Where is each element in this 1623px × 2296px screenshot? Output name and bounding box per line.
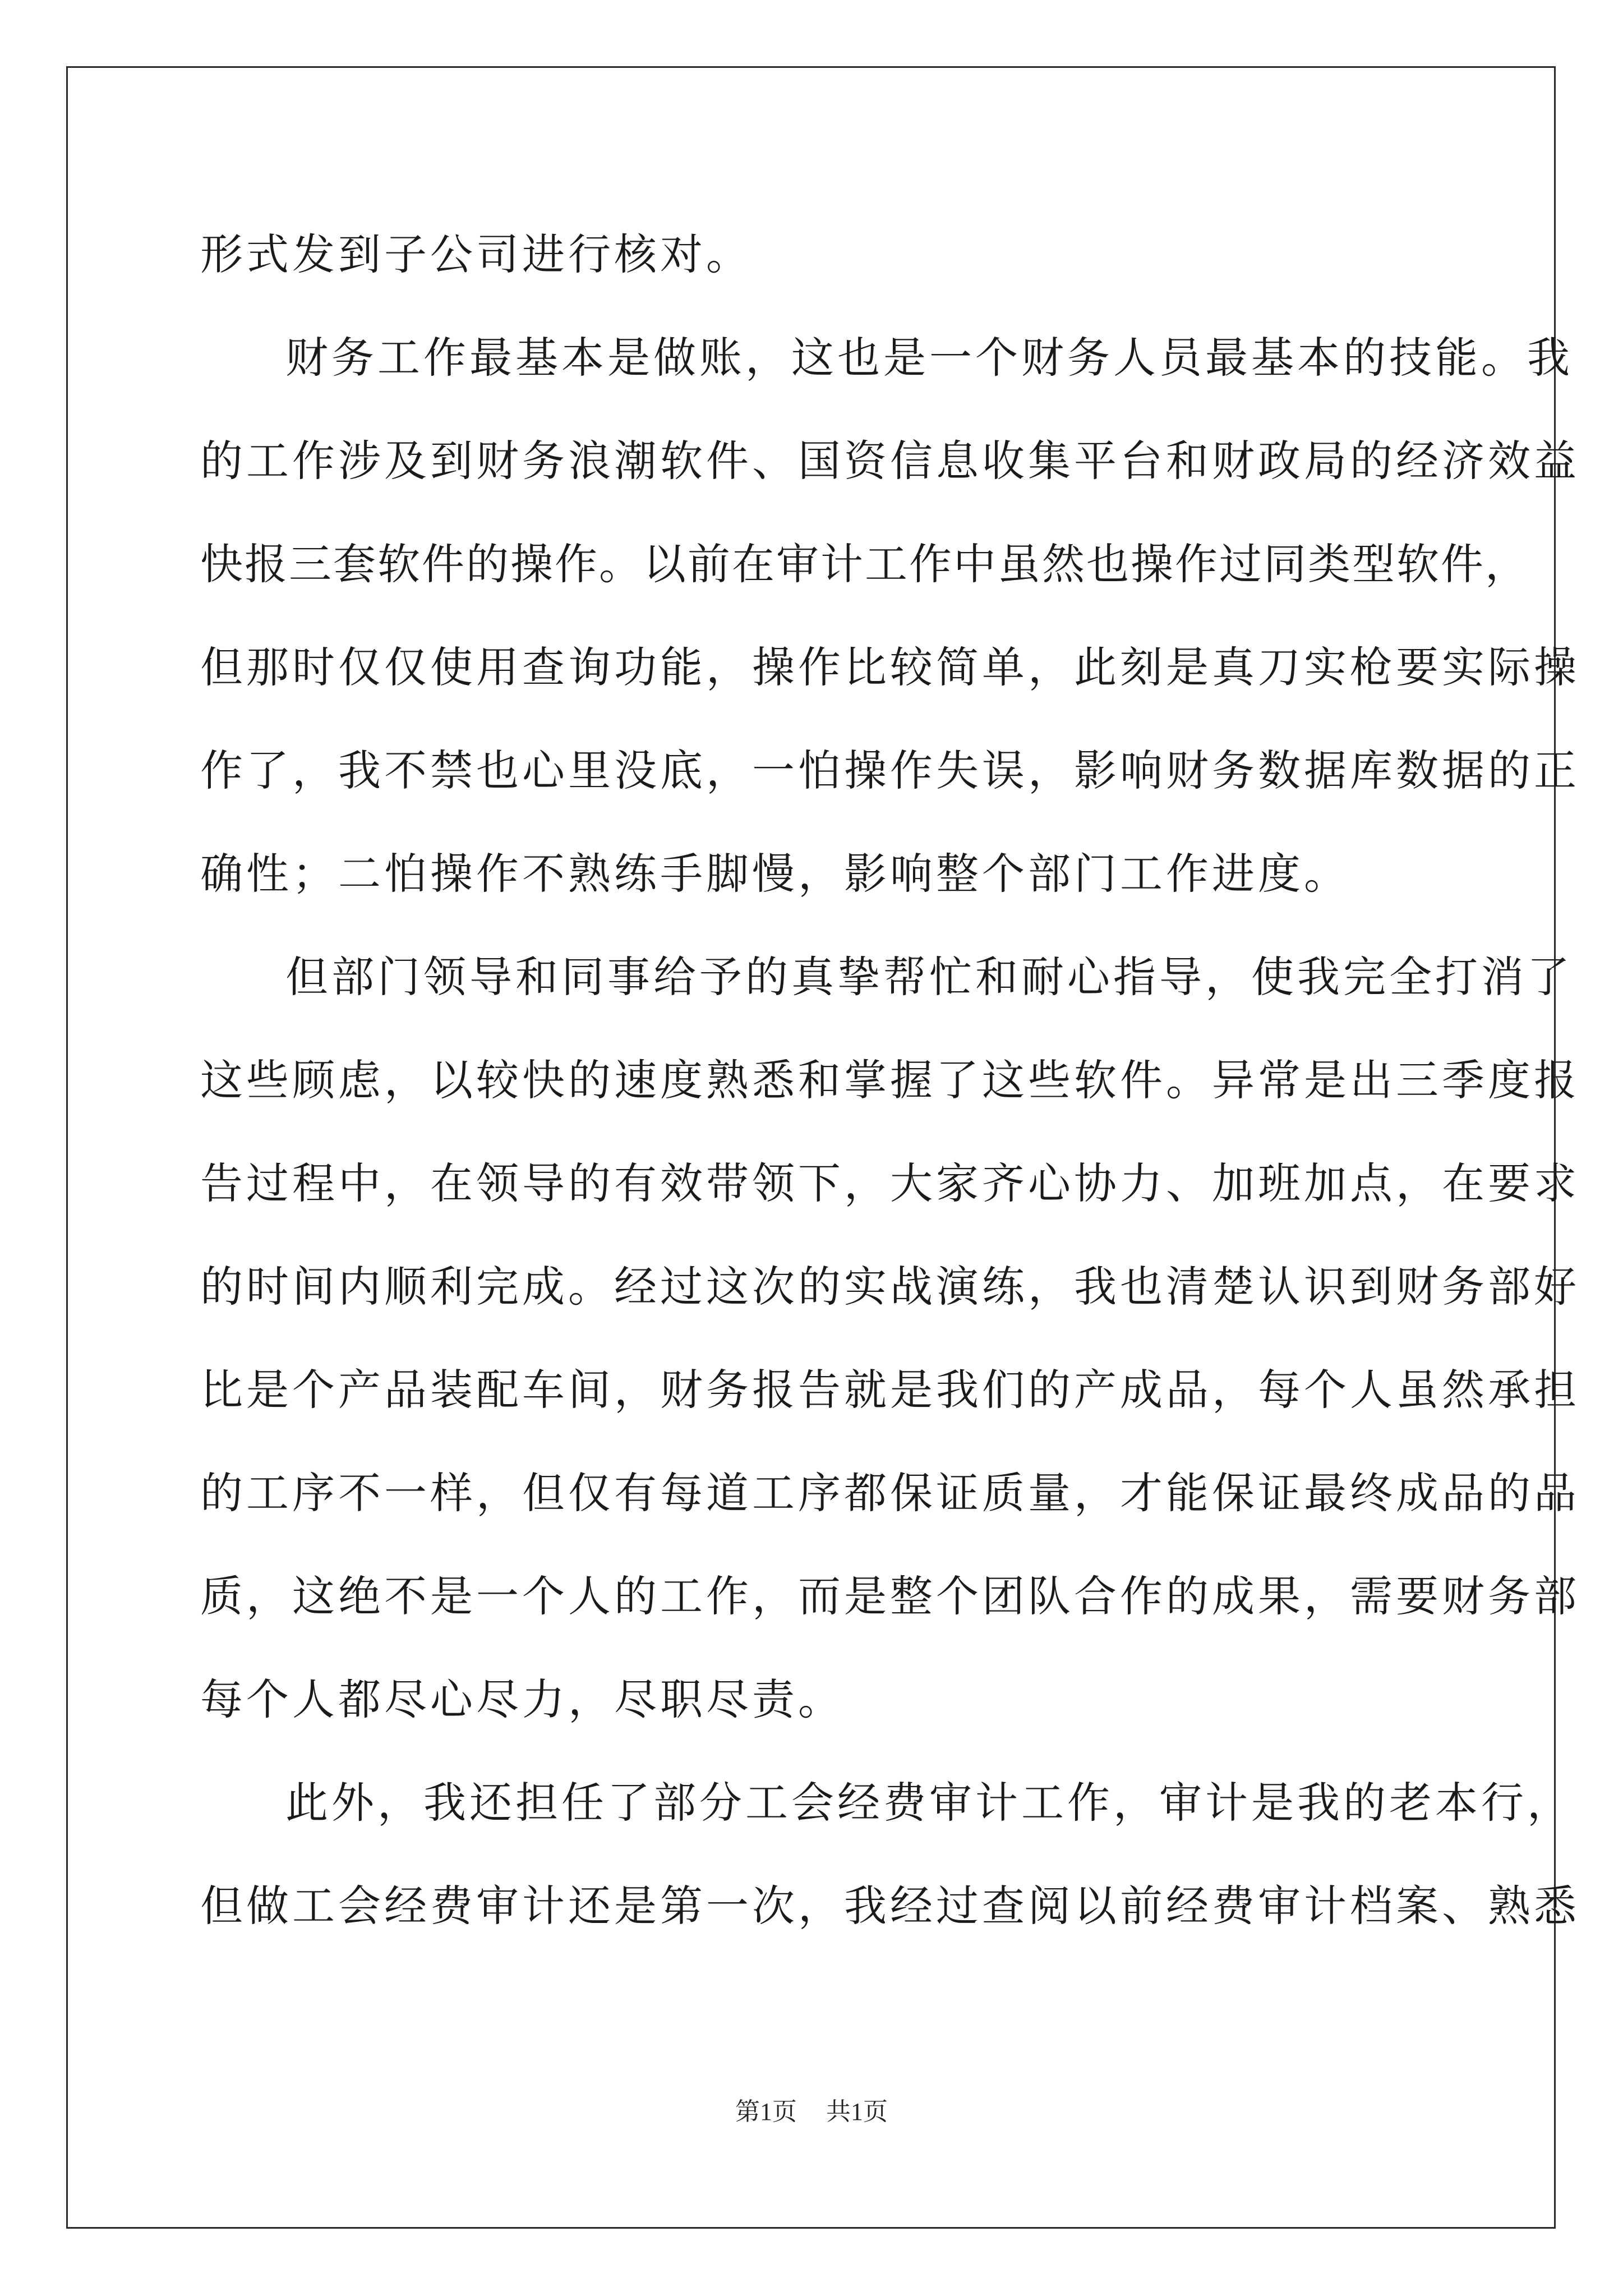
text-line: 告过程中，在领导的有效带领下，大家齐心协力、加班加点，在要求 <box>200 1158 1580 1208</box>
page-total: 共1页 <box>826 2098 888 2125</box>
paragraph-start-line: 财务工作最基本是做账，这也是一个财务人员最基本的技能。我 <box>285 333 1573 383</box>
text-line: 这些顾虑，以较快的速度熟悉和掌握了这些软件。异常是出三季度报 <box>200 1055 1580 1105</box>
text-line: 但做工会经费审计还是第一次，我经过查阅以前经费审计档案、熟悉 <box>200 1881 1580 1931</box>
text-line: 快报三套软件的操作。以前在审计工作中虽然也操作过同类型软件， <box>200 539 1529 589</box>
text-line: 比是个产品装配车间，财务报告就是我们的产成品，每个人虽然承担 <box>200 1365 1580 1415</box>
page-number: 第1页 <box>735 2098 797 2125</box>
text-line: 的时间内顺利完成。经过这次的实战演练，我也清楚认识到财务部好 <box>200 1262 1580 1312</box>
text-line: 每个人都尽心尽力，尽职尽责。 <box>200 1674 844 1724</box>
document-body <box>200 203 1580 1958</box>
text-line: 的工作涉及到财务浪潮软件、国资信息收集平台和财政局的经济效益 <box>200 436 1580 486</box>
text-line: 形式发到子公司进行核对。 <box>200 229 752 279</box>
text-line: 但那时仅仅使用查询功能，操作比较简单，此刻是真刀实枪要实际操 <box>200 642 1580 692</box>
paragraph-start-line: 但部门领导和同事给予的真挚帮忙和耐心指导，使我完全打消了 <box>285 952 1573 1002</box>
text-line: 确性；二怕操作不熟练手脚慢，影响整个部门工作进度。 <box>200 849 1350 899</box>
text-line: 质，这绝不是一个人的工作，而是整个团队合作的成果，需要财务部 <box>200 1571 1580 1621</box>
text-line: 作了，我不禁也心里没底，一怕操作失误，影响财务数据库数据的正 <box>200 746 1580 795</box>
paragraph-start-line: 此外，我还担任了部分工会经费审计工作，审计是我的老本行， <box>285 1778 1573 1828</box>
page-footer <box>0 2091 1623 2127</box>
text-line: 的工序不一样，但仅有每道工序都保证质量，才能保证最终成品的品 <box>200 1468 1580 1518</box>
